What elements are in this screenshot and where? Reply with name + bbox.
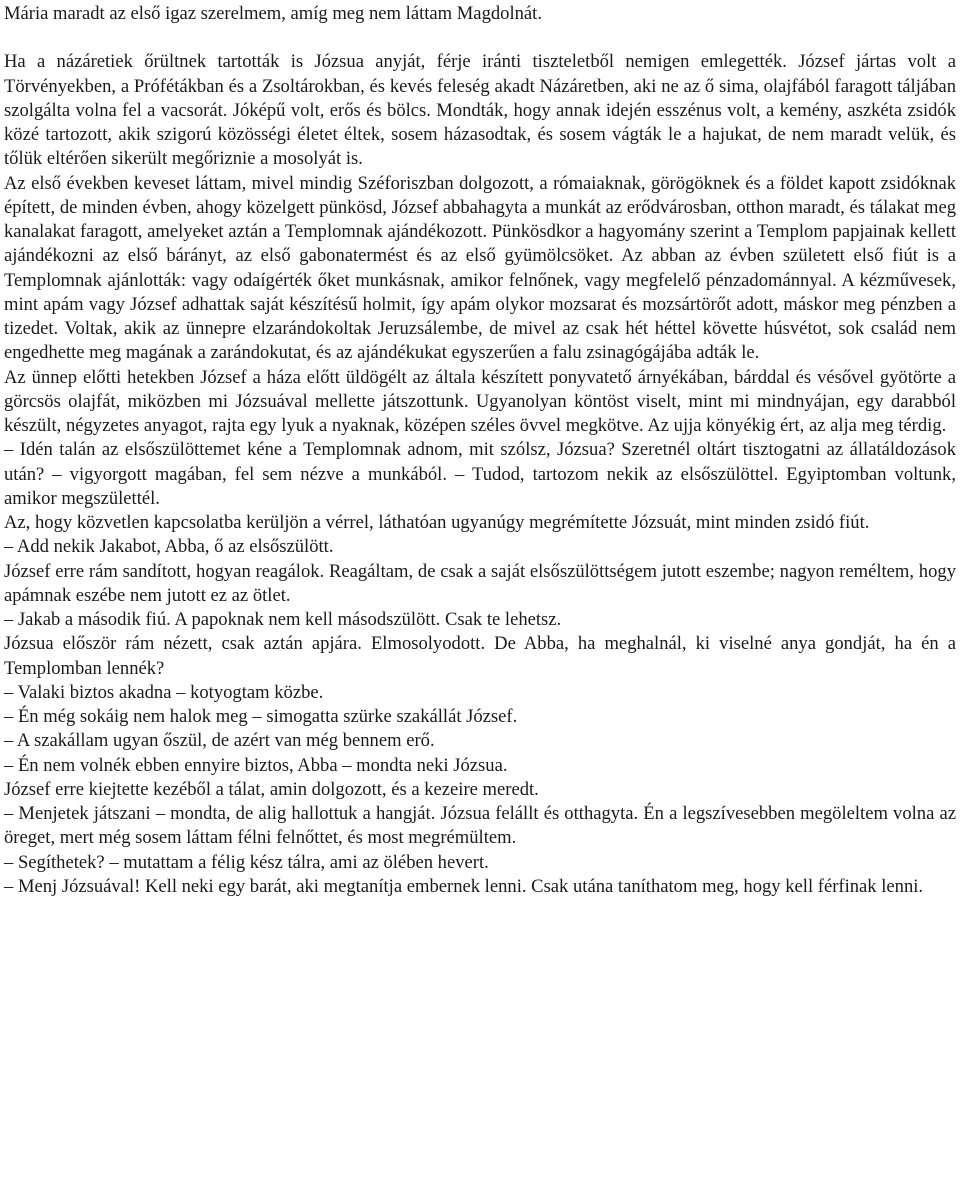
paragraph-carving: Az ünnep előtti hetekben József a háza előtt üldögélt az általa készített ponyvatető árnyékában, bárddal és vésővel gyötörte a görcsös olajfát, miközben mi Józsuával mellette játszottunk. Ugyanolyan köntöst viselt, mint mi mindnyájan, egy darabból készült, négyzetes anyagot, rajta egy lyuk a nyaknak, középen széles övvel megkötve. Az ujja könyékig ért, az alja meg térdig. [4,366,956,436]
dialogue-line: – Menj Józsuával! Kell neki egy barát, aki megtanítja embernek lenni. Csak utána taníthatom meg, hogy kell férfinak lenni. [4,875,924,897]
dialogue-line: – A szakállam ugyan őszül, de azért van még bennem erő. [4,730,435,752]
paragraph-blood: Az, hogy közvetlen kapcsolatba kerüljön a vérrel, láthatóan ugyanúgy megrémítette Józsuát, mint minden zsidó fiút. [4,512,870,533]
paragraph-pentecost: Az első években keveset láttam, mivel mindig Széforiszban dolgozott, a rómaiaknak, görögöknek és a földet kapott zsidóknak épített, de minden évben, ahogy közelgett pünkösd, József abbahagyta a munkát az erődvárosban, otthon maradt, és tálakat meg kanalakat faragott, amelyeket aztán a Templomnak ajándékozott. Pünkösdkor a hagyomány szerint a Templom papjainak kellett ajándékozni az első bárányt, az első gabonatermést és az első gyümölcsöket. Az abban az évben született első fiút is a Templomnak ajánlották: vagy odaígérték őket munkásnak, amikor felnőnek, vagy megfelelő pénzadománnyal. A kézművesek, mint apám vagy József adhattak saját készítésű holmit, így apám olykor mozsarat és mozsártörőt adott, máskor meg pénzben a tizedet. Voltak, akik az ünnepre elzarándokoltak Jeruzsálembe, de mivel az csak hét héttel követte húsvétot, sok család nem engedhette meg magának a zarándokutat, és az ajándékukat egyszerűen a falu zsinagógájába adták le. [4,172,956,364]
dialogue-line: – Valaki biztos akadna – kotyogtam közbe. [4,681,324,703]
dialogue-line: – Én nem volnék ebben ennyire biztos, Abba – mondta neki Józsua. [4,754,508,776]
dialogue-line: – Én még sokáig nem halok meg – simogatta szürke szakállát József. [4,706,518,727]
paragraph-bowl-dropped: József erre kiejtette kezéből a tálat, amin dolgozott, és a kezeire meredt. [4,778,539,800]
dialogue-line: – Jakab a második fiú. A papoknak nem kell másodszülött. Csak te lehetsz. [4,609,562,630]
dialogue-line: – Segíthetek? – mutattam a félig kész tálra, ami az ölében hevert. [4,851,489,873]
dialogue-line: – Menjetek játszani – mondta, de alig hallottuk a hangját. Józsua felállt és otthagyta. Én a legszívesebben megöleltem volna az öreget, mert még sosem láttam félni felnőttet, és most megrémültem. [4,803,956,849]
paragraph-opening-line: Mária maradt az első igaz szerelmem, amíg meg nem láttam Magdolnát. [4,3,542,24]
dialogue-line: – Add nekik Jakabot, Abba, ő az elsőszülött. [4,536,334,558]
paragraph-joshua-question: Józsua először rám nézett, csak aztán apjára. Elmosolyodott. De Abba, ha meghalnál, ki viselné anya gondját, ha én a Templomban lennék? [4,633,956,679]
dialogue-line: – Idén talán az elsőszülöttemet kéne a Templomnak adnom, mit szólsz, Józsua? Szeretnél oltárt tisztogatni az állatáldozások után? – vigyorgott magában, fel sem nézve a munkából. – Tudod, tartozom nekik az elsőszülöttel. Egyiptomban voltunk, amikor megszülettél. [4,439,956,509]
paragraph-joseph-description: Ha a názáretiek őrültnek tartották is Józsua anyját, férje iránti tiszteletből nemigen emlegették. József jártas volt a Törvényekben, a Prófétákban és a Zsoltárokban, és kevés feleség akadt Názáretben, aki ne az ő sima, olajfából faragott táljában szolgálta volna fel a vacsorát. Jóképű volt, erős és bölcs. Mondták, hogy annak idején esszénus volt, a kemény, aszkéta zsidók közé tartozott, akik szigorú közösségi életet éltek, sosem házasodtak, és sosem vágták le a hajukat, de nem maradt velük, és tőlük eltérően sikerült megőriznie a mosolyát is. [4,51,956,170]
paragraph-reaction: József erre rám sandított, hogyan reagálok. Reagáltam, de csak a saját elsőszülöttségem jutott eszembe; nagyon reméltem, hogy apámnak eszébe nem jutott ez az ötlet. [4,560,956,606]
